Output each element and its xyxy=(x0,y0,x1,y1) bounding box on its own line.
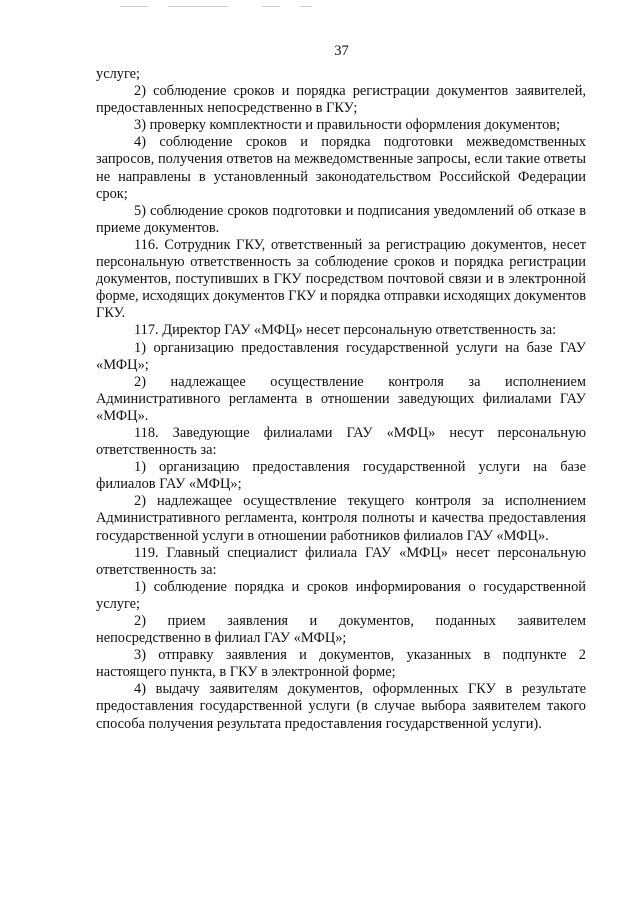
scan-artifact xyxy=(262,6,280,7)
paragraph: 2) соблюдение сроков и порядка регистрации документов заявителей, предоставленных непосредственно в ГКУ; xyxy=(96,83,586,117)
paragraph: 1) соблюдение порядка и сроков информирования о государственной услуге; xyxy=(96,578,586,612)
scan-artifact xyxy=(300,6,312,7)
document-body xyxy=(96,66,586,733)
scan-artifact xyxy=(168,6,228,7)
paragraph-item-118: 118. Заведующие филиалами ГАУ «МФЦ» несут персональную ответственность за: xyxy=(96,424,586,459)
paragraph: 4) выдачу заявителям документов, оформленных ГКУ в результате предоставления государственной услуги (в случае выбора заявителем такого способа получения результата предоставления государственной услуги). xyxy=(96,681,586,732)
paragraph-item-119: 119. Главный специалист филиала ГАУ «МФЦ» несет персональную ответственность за: xyxy=(96,544,586,578)
paragraph: 1) организацию предоставления государственной услуги на базе филиалов ГАУ «МФЦ»; xyxy=(96,459,586,493)
page-number: 37 xyxy=(334,43,349,59)
paragraph: 2) надлежащее осуществление контроля за исполнением Административного регламента в отношении заведующих филиалами ГАУ «МФЦ». xyxy=(96,373,586,424)
paragraph: 1) организацию предоставления государственной услуги на базе ГАУ «МФЦ»; xyxy=(96,339,586,373)
paragraph: 4) соблюдение сроков и порядка подготовки межведомственных запросов, получения ответов на межведомственные запросы, если такие ответы не направлены в установленный законодательством Российской Федерации срок; xyxy=(96,134,586,202)
paragraph: 5) соблюдение сроков подготовки и подписания уведомлений об отказе в приеме документов. xyxy=(96,202,586,236)
paragraph-item-116: 116. Сотрудник ГКУ, ответственный за регистрацию документов, несет персональную ответственность за соблюдение сроков и порядка регистрации документов, поступивших в ГКУ посредством почтовой связи и в электронной форме, исходящих документов ГКУ и порядка отправки исходящих документов ГКУ. xyxy=(96,236,586,322)
paragraph: 2) прием заявления и документов, поданных заявителем непосредственно в филиал ГАУ «МФЦ»; xyxy=(96,613,586,647)
paragraph: 2) надлежащее осуществление текущего контроля за исполнением Административного регламента, контроля полноты и качества предоставления государственной услуги в отношении работников филиалов ГАУ «МФЦ». xyxy=(96,493,586,544)
paragraph: 3) проверку комплектности и правильности оформления документов; xyxy=(134,117,561,134)
scan-artifact xyxy=(120,6,148,7)
paragraph: 3) отправку заявления и документов, указанных в подпункте 2 настоящего пункта, в ГКУ в электронной форме; xyxy=(96,647,586,681)
paragraph-continuation: услуге; xyxy=(96,66,141,82)
paragraph-item-117: 117. Директор ГАУ «МФЦ» несет персональную ответственность за: xyxy=(134,322,557,339)
